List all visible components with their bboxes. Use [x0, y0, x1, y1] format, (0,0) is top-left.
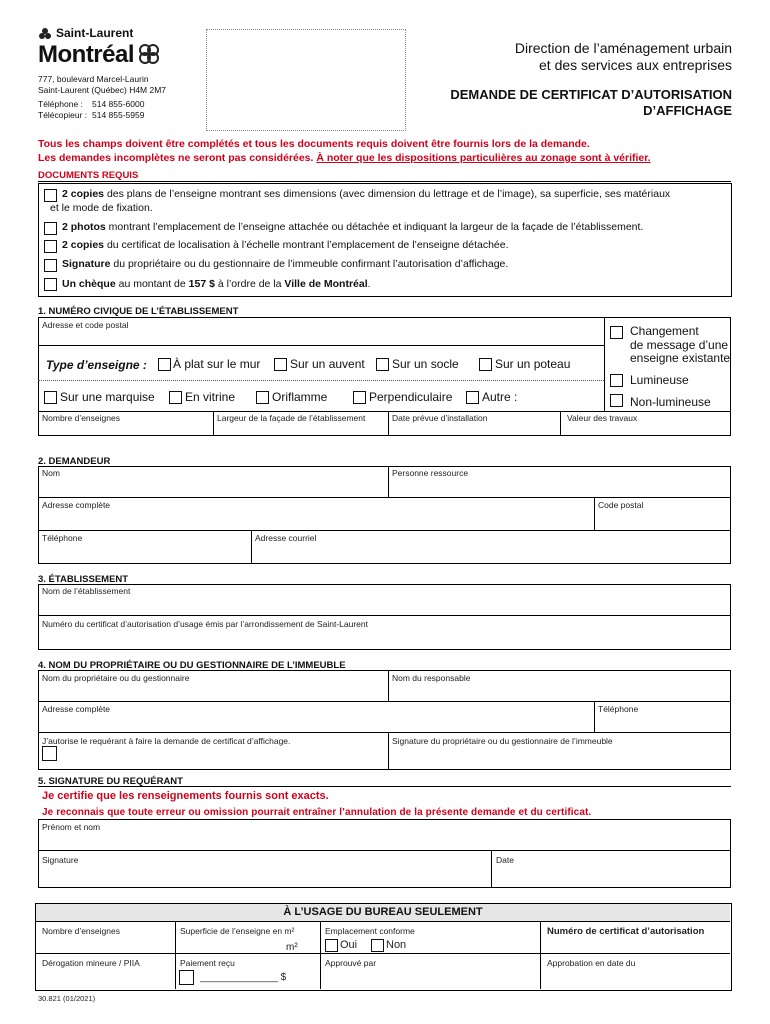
doc1-checkbox[interactable] — [44, 189, 57, 202]
form-title — [450, 87, 732, 119]
opt-perp-checkbox[interactable] — [353, 391, 366, 404]
doc5-t2: à l’ordre de la — [214, 278, 285, 290]
opt-auvent-label: Sur un auvent — [290, 357, 365, 371]
doc5-t1: au montant de — [115, 278, 189, 290]
address-street: 777, boulevard Marcel-Laurin — [38, 74, 149, 84]
doc5-end: . — [367, 278, 371, 290]
opt-marquise-checkbox[interactable] — [44, 391, 57, 404]
change-line3: enseigne existante — [630, 351, 731, 365]
logo-line2: Montréal — [38, 41, 135, 68]
doc2-checkbox[interactable] — [44, 222, 57, 235]
doc5-text — [62, 278, 371, 290]
doc4-bold: Signature — [62, 258, 111, 270]
doc4-desc: du propriétaire ou du gestionnaire de l’immeuble confirmant l’autorisation d’affichage. — [110, 258, 509, 270]
fax-label: Télécopieur : — [38, 109, 88, 120]
dept-line2: et des services aux entreprises — [539, 57, 732, 73]
opt-poteau-checkbox[interactable] — [479, 358, 492, 371]
office-paiement: Paiement reçu — [180, 958, 235, 968]
s2-code-postal: Code postal — [598, 500, 644, 510]
valeur-label: Valeur des travaux — [567, 413, 638, 423]
office-emplacement: Emplacement conforme — [325, 926, 415, 936]
change-checkbox[interactable] — [610, 326, 623, 339]
s4-autorise-checkbox[interactable] — [42, 746, 57, 761]
s4-autorise: J’autorise le requérant à faire la demande de certificat d’affichage. — [42, 736, 291, 746]
s5-signature: Signature — [42, 855, 79, 865]
doc5-bold: Un chèque — [62, 278, 116, 290]
s2-heading: 2. DEMANDEUR — [38, 456, 111, 467]
fax-value: 514 855-5959 — [92, 109, 145, 120]
office-non-checkbox[interactable] — [371, 939, 384, 952]
change-line1: Changement — [630, 324, 699, 338]
office-oui: Oui — [340, 939, 358, 951]
doc5-amount: 157 $ — [188, 278, 215, 290]
office-paiement-checkbox[interactable] — [179, 970, 194, 985]
s5-prenom: Prénom et nom — [42, 822, 101, 832]
s4-signature: Signature du propriétaire ou du gestionnaire de l’immeuble — [392, 736, 613, 746]
s1-heading: 1. NUMÉRO CIVIQUE DE L’ÉTABLISSEMENT — [38, 306, 239, 317]
s2-telephone: Téléphone — [42, 533, 83, 543]
s1-address-label: Adresse et code postal — [42, 320, 129, 330]
doc2-desc: montrant l’emplacement de l’enseigne attachée ou détachée et indiquant la largeur de la façade de l’établissement. — [105, 221, 644, 233]
office-nb: Nombre d’enseignes — [42, 926, 120, 936]
doc3-desc: du certificat de localisation à l’échelle montrant l’emplacement de l’enseigne détachée. — [104, 239, 509, 251]
opt-vitrine-checkbox[interactable] — [169, 391, 182, 404]
opt-oriflamme-label: Oriflamme — [272, 390, 328, 404]
s5-recognize: Je reconnais que toute erreur ou omission pourrait entraîner l’annulation de la présente demande et du certificat. — [42, 807, 592, 818]
s4-responsable: Nom du responsable — [392, 673, 471, 683]
office-numero: Numéro de certificat d’autorisation — [547, 926, 705, 937]
form-code: 30.821 (01/2021) — [38, 994, 96, 1003]
stamp-box — [206, 29, 406, 131]
logo-line1: Saint-Laurent — [56, 26, 134, 40]
s5-certify: Je certifie que les renseignements fournis sont exacts. — [42, 790, 329, 802]
s2-courriel: Adresse courriel — [255, 533, 317, 543]
office-superficie: Superficie de l’enseigne en m² — [180, 926, 295, 936]
opt-perp-label: Perpendiculaire — [369, 390, 453, 404]
office-oui-checkbox[interactable] — [325, 939, 338, 952]
doc1-text — [62, 188, 670, 200]
address-block — [38, 74, 166, 120]
sign-type-label: Type d’enseigne : — [46, 358, 147, 372]
office-heading: À L’USAGE DU BUREAU SEULEMENT — [283, 906, 483, 918]
notice-line2a: Les demandes incomplètes ne seront pas considérées. — [38, 152, 317, 164]
largeur-label: Largeur de la façade de l’établissement — [217, 413, 366, 423]
doc2-bold: 2 photos — [62, 221, 106, 233]
office-m2: m² — [286, 942, 298, 953]
opt-plat-label: À plat sur le mur — [173, 357, 261, 371]
title-line2: D’AFFICHAGE — [643, 103, 732, 118]
department — [515, 40, 732, 74]
change-line2: de message d’une — [630, 337, 729, 352]
notice-line1: Tous les champs doivent être complétés et tous les documents requis doivent être fournis lors de la demande. — [38, 138, 590, 150]
doc1-line2: et le mode de fixation. — [50, 202, 153, 214]
office-approbation: Approbation en date du — [547, 958, 636, 968]
notice — [38, 137, 651, 165]
s2-adresse: Adresse complète — [42, 500, 111, 510]
lumineuse-label: Lumineuse — [630, 373, 689, 387]
docs-heading: DOCUMENTS REQUIS — [38, 170, 139, 181]
s4-heading: 4. NOM DU PROPRIÉTAIRE OU DU GESTIONNAIRE DE L’IMMEUBLE — [38, 660, 346, 671]
opt-socle-checkbox[interactable] — [376, 358, 389, 371]
s3-heading: 3. ÉTABLISSEMENT — [38, 574, 129, 585]
title-line1: DEMANDE DE CERTIFICAT D’AUTORISATION — [450, 87, 732, 102]
s3-numero: Numéro du certificat d’autorisation d’usage émis par l’arrondissement de Saint-Laurent — [42, 619, 369, 629]
s5-heading: 5. SIGNATURE DU REQUÉRANT — [38, 776, 183, 787]
office-derogation: Dérogation mineure / PIIA — [42, 958, 140, 968]
doc5-checkbox[interactable] — [44, 278, 57, 291]
logo — [38, 24, 158, 68]
phone-value: 514 855-6000 — [92, 99, 145, 109]
opt-autre-label: Autre : — [482, 390, 518, 404]
notice-line2b: À noter que les dispositions particulières au zonage sont à vérifier. — [316, 152, 651, 164]
office-non: Non — [386, 939, 407, 951]
opt-plat-checkbox[interactable] — [158, 358, 171, 371]
doc1-bold: 2 copies — [62, 188, 105, 200]
dept-line1: Direction de l’aménagement urbain — [514, 40, 732, 56]
s4-telephone: Téléphone — [598, 704, 639, 714]
opt-socle-label: Sur un socle — [392, 357, 459, 371]
office-approuve: Approuvé par — [325, 958, 377, 968]
opt-marquise-label: Sur une marquise — [60, 390, 155, 404]
non-lumineuse-label: Non-lumineuse — [630, 395, 711, 409]
opt-oriflamme-checkbox[interactable] — [256, 391, 269, 404]
doc2-text — [62, 221, 643, 233]
doc5-city: Ville de Montréal — [284, 278, 368, 290]
montreal-rosette-icon — [138, 43, 160, 65]
nb-enseignes-label: Nombre d’enseignes — [42, 413, 120, 423]
rosette-icon — [38, 27, 52, 41]
s4-adresse: Adresse complète — [42, 704, 111, 714]
change-text — [630, 325, 730, 366]
s4-nom: Nom du propriétaire ou du gestionnaire — [42, 673, 190, 683]
opt-auvent-checkbox[interactable] — [274, 358, 287, 371]
doc4-checkbox[interactable] — [44, 259, 57, 272]
s5-date: Date — [496, 855, 514, 865]
doc3-checkbox[interactable] — [44, 240, 57, 253]
office-amount: ______________ $ — [200, 972, 287, 983]
s3-nom: Nom de l’établissement — [42, 586, 131, 596]
opt-vitrine-label: En vitrine — [185, 390, 236, 404]
opt-autre-checkbox[interactable] — [466, 391, 479, 404]
phone-label: Téléphone : — [38, 99, 83, 109]
address-city: Saint-Laurent (Québec) H4M 2M7 — [38, 84, 167, 95]
doc3-text — [62, 239, 509, 251]
s2-personne: Personne ressource — [392, 468, 469, 478]
s2-nom: Nom — [42, 468, 60, 478]
doc4-text — [62, 258, 508, 270]
doc3-bold: 2 copies — [62, 239, 105, 251]
doc1-desc: des plans de l’enseigne montrant ses dimensions (avec dimension du lettrage et de l’image), sa superficie, ses matériaux — [104, 188, 671, 200]
opt-poteau-label: Sur un poteau — [495, 357, 571, 371]
non-lumineuse-checkbox[interactable] — [610, 394, 623, 407]
lumineuse-checkbox[interactable] — [610, 374, 623, 387]
date-install-label: Date prévue d’installation — [392, 413, 488, 423]
